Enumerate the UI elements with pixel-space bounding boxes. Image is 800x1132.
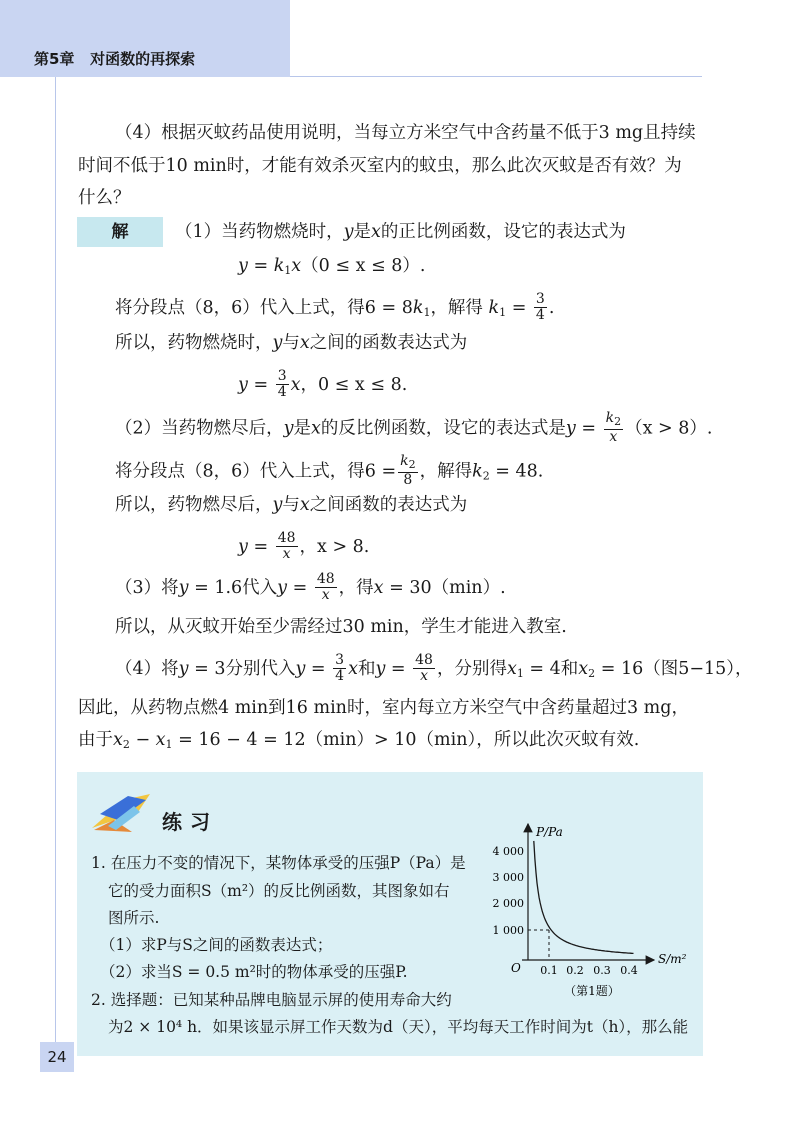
exercise-pencil-icon (88, 790, 156, 836)
pressure-area-graph (486, 818, 698, 1004)
sol2-result: y = $\frac{48}{x}$ ，x > 8. (238, 530, 370, 562)
ex2-line-2: 为2 × 10⁴ h．如果该显示屏工作天数为d（天），平均每天工作时间为t（h），那么能 (108, 1018, 689, 1036)
margin-line (55, 77, 56, 1042)
chapter-name: 对函数的再探索 (90, 50, 196, 68)
sol1-line-1: （1）当药物燃烧时，y是x的正比例函数，设它的表达式为 (175, 222, 626, 242)
y-axis-label: P/Pa (536, 825, 563, 839)
xtick-0.2: 0.2 (566, 964, 584, 977)
ex1-line-2: 它的受力面积S（m²）的反比例函数，其图象如右 (108, 882, 450, 900)
sol2-line-2: 将分段点（8，6）代入上式，得6 = $\frac{k_2}{8}$ ，解得$k_2 = 48$. (115, 453, 544, 488)
sol3-line-2: 所以，从灭蚊开始至少需经过30 min，学生才能进入教室. (115, 617, 567, 637)
sol1-line-3: 将分段点（8，6）代入上式，得$6 = 8k_1$，解得 $k_1$ = $\frac{3}{4}$ . (115, 291, 555, 323)
sol1-equation: $y = k_1x(0 \le x \le 8)$. (238, 256, 426, 277)
chapter-title (34, 48, 195, 69)
figure-caption: （第1题） (564, 984, 620, 998)
ytick-4000: 4 000 (492, 845, 524, 858)
sol4-line-1: （4）将y = 3分别代入y = $\frac{3}{4}$ x和y = $\frac{48}{x}$ ，分别得$x_1 = 4$和$x_2 = 16$（图5−15）， (115, 652, 753, 684)
ex1-line-1: 1. 在压力不变的情况下，某物体承受的压强P（Pa）是 (91, 854, 466, 872)
page-number: 24 (40, 1042, 74, 1072)
xtick-0.4: 0.4 (620, 964, 638, 977)
sol2-line-3: 所以，药物燃尽后，y与x之间函数的表达式为 (115, 495, 468, 515)
q4-line-3: 什么？ (78, 188, 131, 208)
ex1-part-1: （1）求P与S之间的函数表达式； (100, 936, 333, 954)
ex1-line-3: 图所示. (108, 909, 160, 927)
xtick-0.3: 0.3 (593, 964, 611, 977)
ytick-3000: 3 000 (492, 871, 524, 884)
x-axis-label: S/m² (658, 952, 687, 966)
sol4-line-2: 因此，从药物点燃4 min到16 min时，室内每立方米空气中含药量超过3 mg， (78, 698, 689, 718)
exercise-title: 练习 (162, 810, 218, 834)
ex1-part-2: （2）求当S = 0.5 m²时的物体承受的压强P. (100, 963, 408, 981)
q4-line-1: （4）根据灭蚊药品使用说明，当每立方米空气中含药量不低于3 mg且持续 (115, 123, 696, 143)
sol3-line-1: （3）将y = 1.6代入y = $\frac{48}{x}$ ，得x = 30（min）. (115, 571, 506, 603)
sol2-line-1: （2）当药物燃尽后，y是x的反比例函数，设它的表达式是y = $\frac{k_2}{x}$ （x > 8）. (115, 410, 713, 445)
ytick-1000: 1 000 (492, 924, 524, 937)
solution-badge: 解 (77, 217, 163, 247)
fraction-3-4: $\frac{3}{4}$ (535, 291, 545, 323)
origin-label: O (511, 961, 521, 975)
sol1-result: y = $\frac{3}{4}$ x，0 ≤ x ≤ 8. (238, 368, 408, 400)
ytick-2000: 2 000 (492, 897, 524, 910)
q4-line-2: 时间不低于10 min时，才能有效杀灭室内的蚊虫，那么此次灭蚊是否有效？为 (78, 156, 682, 176)
ex2-line-1: 2. 选择题：已知某种品牌电脑显示屏的使用寿命大约 (91, 991, 452, 1009)
header-rule (290, 76, 702, 77)
sol1-line-4: 所以，药物燃烧时，y与x之间的函数表达式为 (115, 333, 468, 353)
xtick-0.1: 0.1 (540, 964, 558, 977)
sol4-line-3: 由于$x_2 - x_1 = 16 - 4 = 12(\min)> 10(\min)$，所以此次灭蚊有效. (78, 730, 640, 751)
chapter-number: 第5章 (34, 50, 75, 68)
